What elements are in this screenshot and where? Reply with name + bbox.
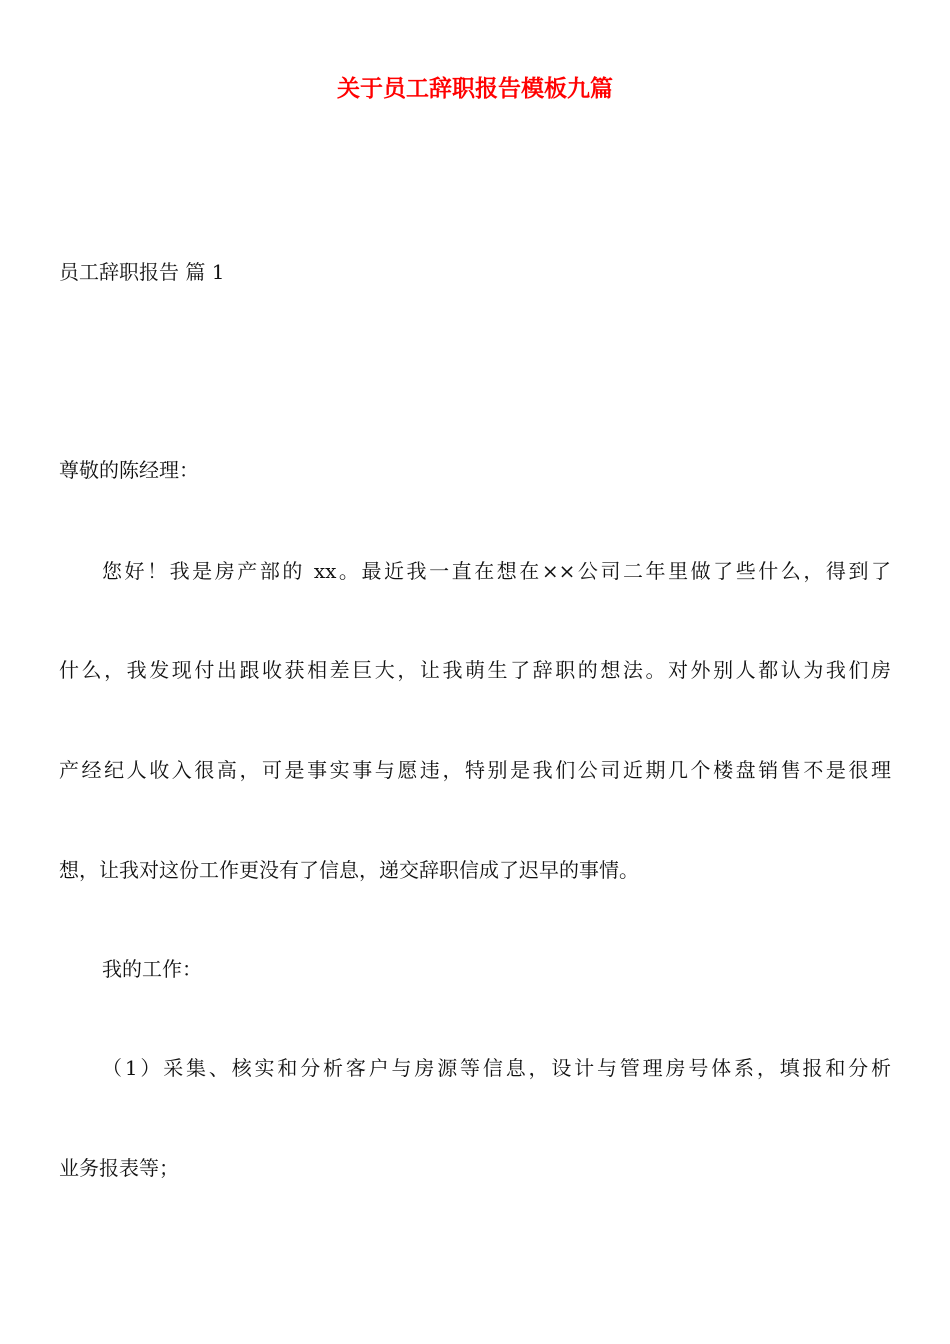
work-item-1-line-2: 业务报表等； (59, 1156, 179, 1180)
section-heading: 员工辞职报告 篇 1 (59, 260, 225, 284)
body-line-3: 产经纪人收入很高，可是事实事与愿违，特别是我们公司近期几个楼盘销售不是很理 (59, 758, 891, 782)
work-heading: 我的工作： (102, 957, 202, 981)
body-line-1: 您好！我是房产部的 xx。最近我一直在想在××公司二年里做了些什么，得到了 (102, 559, 891, 583)
body-line-4: 想，让我对这份工作更没有了信息，递交辞职信成了迟早的事情。 (59, 858, 639, 882)
body-line-2: 什么，我发现付出跟收获相差巨大，让我萌生了辞职的想法。对外别人都认为我们房 (59, 658, 891, 682)
salutation: 尊敬的陈经理： (59, 458, 199, 482)
document-title: 关于员工辞职报告模板九篇 (337, 76, 613, 102)
work-item-1-line-1: （1）采集、核实和分析客户与房源等信息，设计与管理房号体系，填报和分析 (102, 1056, 891, 1080)
